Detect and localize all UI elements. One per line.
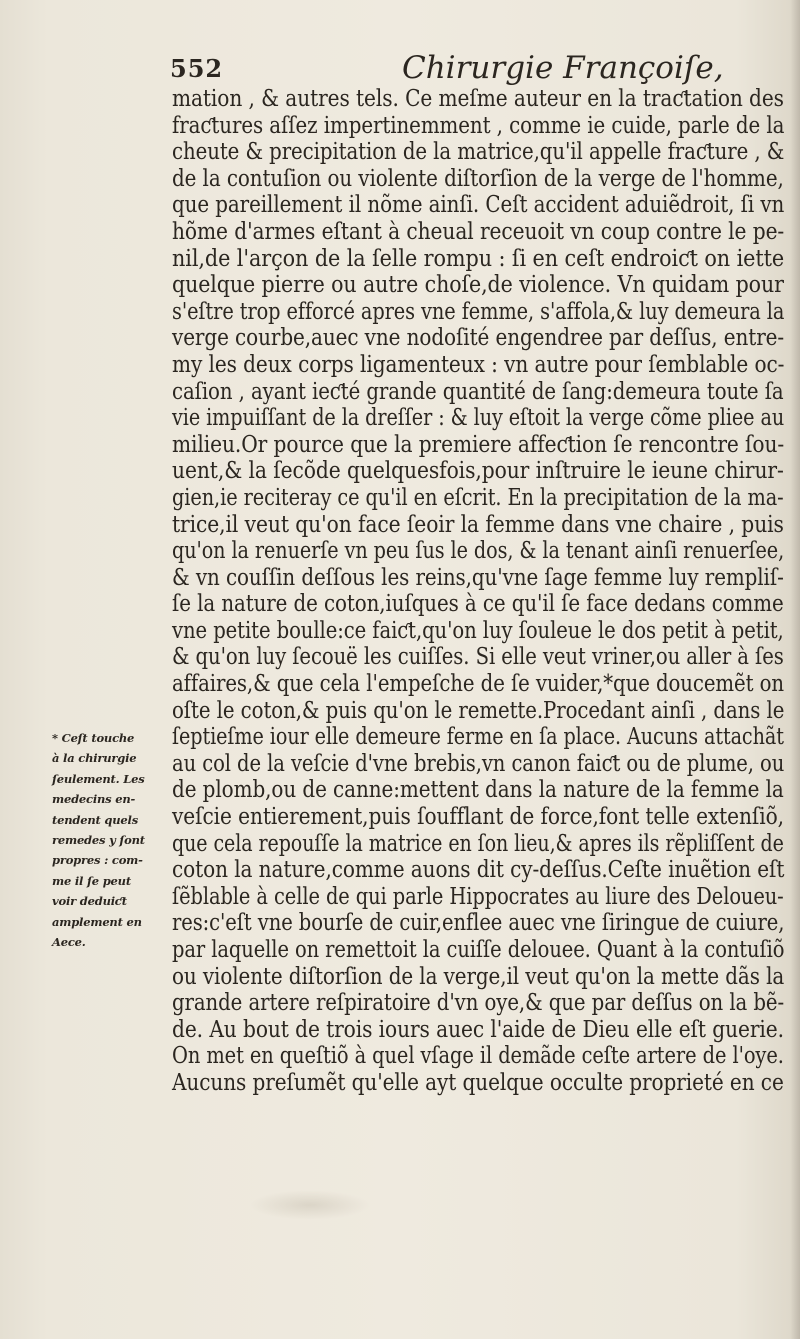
text-line: affaires,& que cela l'empeſche de ſe vuider,*que doucemẽt on [172,671,785,698]
margin-note-line: tendent quels [52,812,138,827]
text-line: Aucuns preſumẽt qu'elle ayt quelque occulte proprieté en ce [172,1069,784,1096]
margin-note-line: propres : com- [52,853,143,868]
text-line: fraƈtures aſſez impertinemment , comme ie cuide, parle de la [172,112,785,139]
text-line: res:c'eſt vne bourſe de cuir,enflee auec vne ſiringue de cuiure, [172,910,785,937]
text-line: & vn couſſin deſſous les reins,qu'vne ſage femme luy rempliſ- [172,564,784,591]
show-through-smudge [250,1190,370,1220]
text-line: hõme d'armes eſtant à cheual receuoit vn coup contre le pe- [172,218,785,245]
margin-note-line: me il ſe peut [52,873,131,888]
text-line: oſte le coton,& puis qu'on le remette.Procedant ainſi , dans le [172,697,785,724]
text-line: que cela repouſſe la matrice en ſon lieu,& apres ils rẽpliſſent de [172,830,784,857]
text-line: vne petite boulle:ce faiƈt,qu'on luy ſouleue le dos petit à petit, [172,617,784,644]
text-line: s'eſtre trop efforcé apres vne femme, s'affola,& luy demeura la [172,298,785,325]
text-line: mation , & autres tels. Ce meſme auteur en la traƈtation des [172,86,784,112]
text-line: caſion , ayant ieƈté grande quantité de ſang:demeura toute ſa [172,378,784,405]
text-line: On met en queſtiõ à quel vſage il demãde ceſte artere de l'oye. [172,1043,784,1070]
text-line: ſe la nature de coton,iuſques à ce qu'il ſe face dedans comme [172,591,784,618]
margin-note-line: voir deduiƈt [52,894,127,909]
text-line: au col de la veſcie d'vne brebis,vn canon faiƈt ou de plume, ou [172,750,785,777]
text-line: par laquelle on remettoit la cuiſſe delouee. Quant à la contuſiõ [172,937,785,963]
text-line: & qu'on luy ſecouë les cuiſſes. Si elle veut vriner,ou aller à ſes [172,644,784,671]
text-line: my les deux corps ligamenteux : vn autre pour ſemblable oc- [172,351,785,378]
text-line: veſcie entierement,puis ſoufflant de force,font telle extenſiõ, [172,804,784,831]
margin-note-line: remedes y ſont [52,832,145,847]
margin-note-line: amplement en [52,914,142,929]
text-line: ſẽblable à celle de qui parle Hippocrates au liure des Deloueu- [172,883,784,910]
text-line: coton la nature,comme auons dit cy-deſſus.Ceſte inuẽtion eſt [172,857,785,884]
running-title: Chirurgie Françoiſe, [402,50,724,86]
text-line: trice,il veut qu'on face ſeoir la femme dans vne chaire , puis [172,511,784,538]
margin-note-line: Aece. [52,934,86,949]
text-line: verge courbe,auec vne nodoſité engendree par deſſus, entre- [172,325,785,352]
text-line: ſeptieſme iour elle demeure ferme en ſa place. Aucuns attachãt [172,724,784,751]
text-line: grande artere reſpiratoire d'vn oye,& que par deſſus on la bẽ- [172,990,785,1017]
text-line: quelque pierre ou autre choſe,de violence. Vn quidam pour [172,272,784,299]
text-line: ou violente diſtorſion de la verge,il veut qu'on la mette dãs la [172,963,785,990]
page-number: 552 [170,54,224,83]
margin-note-line: * Ceſt touche [52,731,135,745]
text-line: milieu.Or pource que la premiere affeƈtion ſe rencontre ſou- [172,431,785,458]
text-line: de la contuſion ou violente diſtorſion de la verge de l'homme, [172,165,784,192]
text-line: vie impuiſſant de la dreſſer : & luy eſtoit la verge cõme pliee au [172,405,785,432]
text-line: nil,de l'arçon de la ſelle rompu : ſi en ceſt endroiƈt on iette [172,245,785,272]
text-line: de plomb,ou de canne:mettent dans la nature de la femme la [172,777,784,804]
page-header [170,50,724,90]
text-line: qu'on la renuerſe vn peu ſus le dos, & la tenant ainſi renuerſee, [172,538,785,565]
margin-note-line: medecins en- [52,792,136,807]
margin-note [52,728,156,952]
main-text-block [172,86,784,1097]
text-line: cheute & precipitation de la matrice,qu'il appelle fraƈture , & [172,139,785,166]
text-line: uent,& la ſecõde quelquesfois,pour inſtruire le ieune chirur- [172,458,784,485]
text-line: que pareillement il nõme ainſi. Ceſt accident aduiẽdroit, ſi vn [172,192,785,219]
text-line: gien,ie reciteray ce qu'il en eſcrit. En la precipitation de la ma- [172,484,784,511]
text-line: de. Au bout de trois iours auec l'aide de Dieu elle eſt guerie. [172,1016,784,1043]
margin-note-line: ſeulement. Les [52,771,145,786]
page-edge-shadow [790,0,800,1339]
margin-note-line: à la chirurgie [52,751,137,766]
